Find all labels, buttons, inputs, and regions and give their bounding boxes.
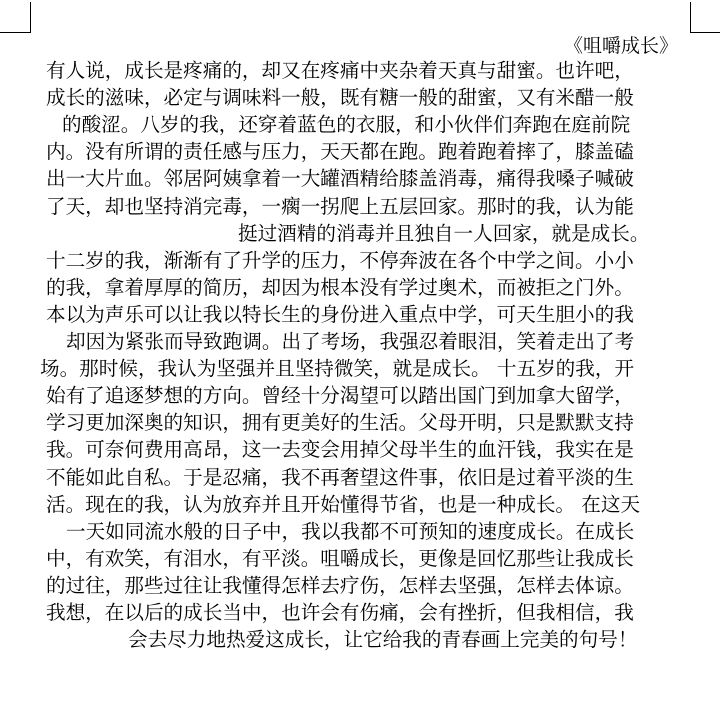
paragraph-line: 十二岁的我，渐渐有了升学的压力，不停奔波在各个中学之间。小小 — [46, 248, 634, 272]
paragraph-line: 的酸涩。八岁的我，还穿着蓝色的衣服，和小伙伴们奔跑在庭前院 — [62, 113, 631, 137]
crop-mark-top-right — [690, 2, 720, 33]
paragraph-line: 有人说，成长是疼痛的，却又在疼痛中夹杂着天真与甜蜜。也许吧， — [46, 59, 634, 82]
paragraph-line: 会去尽力地热爱这成长，让它给我的青春画上完美的句号！ — [128, 628, 638, 652]
paragraph-line: 我。可奈何费用高昂，这一去变会用掉父母半生的血汗钱，我实在是 — [46, 438, 634, 462]
paragraph-line: 我想，在以后的成长当中，也许会有伤痛，会有挫折，但我相信，我 — [46, 601, 634, 624]
paragraph-line: 成长的滋味，必定与调味料一般，既有糖一般的甜蜜，又有米醋一般 — [46, 86, 634, 110]
paragraph-line: 学习更加深奥的知识，拥有更美好的生活。父母开明，只是默默支持 — [46, 411, 634, 435]
paragraph-line: 的过往，那些过往让我懂得怎样去疗伤，怎样去坚强，怎样去体谅。 — [46, 573, 634, 597]
paragraph-line: 了天，却也坚持消完毒，一瘸一拐爬上五层回家。那时的我，认为能 — [46, 194, 634, 218]
paragraph-line: 始有了追逐梦想的方向。曾经十分渴望可以踏出国门到加拿大留学， — [46, 384, 634, 408]
essay-title: 《咀嚼成长》 — [563, 35, 678, 57]
paragraph-line: 内。没有所谓的责任感与压力，天天都在跑。跑着跑着摔了，膝盖磕 — [46, 140, 634, 164]
paragraph-line: 却因为紧张而导致跑调。出了考场，我强忍着眼泪，笑着走出了考 — [66, 330, 635, 353]
paragraph-line: 本以为声乐可以让我以特长生的身份进入重点中学，可天生胆小的我 — [46, 302, 634, 326]
paragraph-line: 挺过酒精的消毒并且独自一人回家，就是成长。 — [238, 221, 650, 245]
paragraph-line: 一天如同流水般的日子中，我以我都不可预知的速度成长。在成长 — [66, 519, 635, 543]
paragraph-line: 场。那时候，我认为坚强并且坚持微笑，就是成长。 十五岁的我，开 — [40, 357, 635, 381]
paragraph-line: 活。现在的我，认为放弃并且开始懂得节省，也是一种成长。 在这天 — [46, 492, 641, 516]
crop-mark-top-left — [0, 2, 31, 33]
paragraph-line: 出一大片血。邻居阿姨拿着一大罐酒精给膝盖消毒，痛得我嗓子喊破 — [46, 167, 634, 191]
paragraph-line: 的我，拿着厚厚的简历，却因为根本没有学过奥术，而被拒之门外。 — [46, 275, 634, 299]
paragraph-line: 中，有欢笑，有泪水，有平淡。咀嚼成长，更像是回忆那些让我成长 — [46, 546, 634, 570]
paragraph-line: 不能如此自私。于是忍痛，我不再奢望这件事，依旧是过着平淡的生 — [46, 465, 634, 489]
